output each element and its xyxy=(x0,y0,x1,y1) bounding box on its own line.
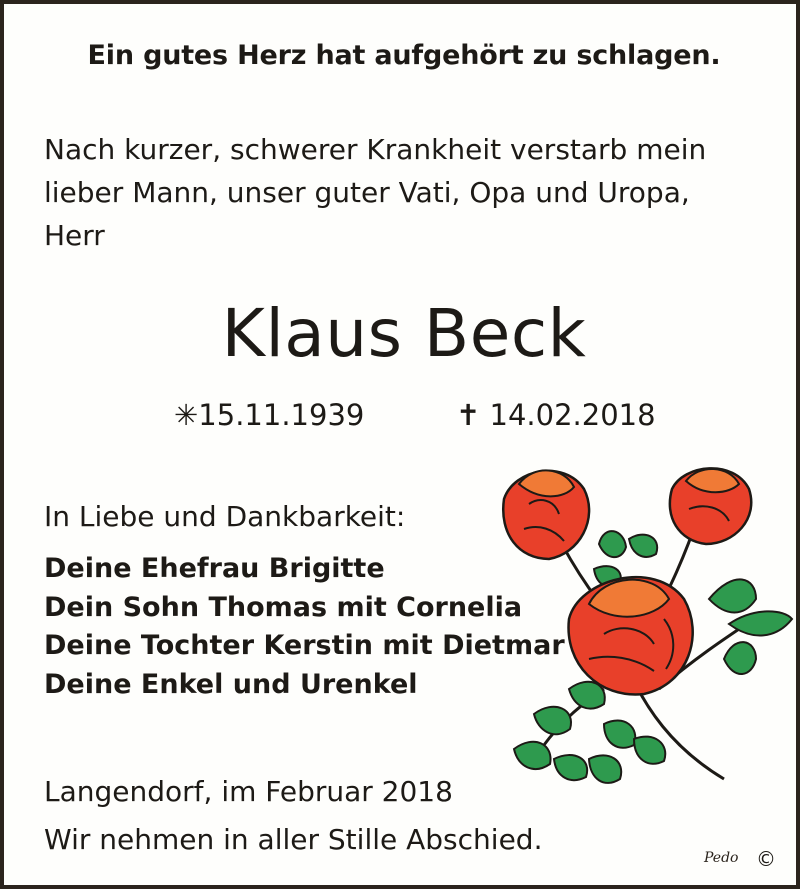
mourner-entry: Deine Enkel und Urenkel xyxy=(44,668,418,700)
copyright-symbol: © xyxy=(756,847,776,871)
mourner-entry: Deine Tochter Kerstin mit Dietmar xyxy=(44,630,565,661)
headline: Ein gutes Herz hat aufgehört zu schlagen. xyxy=(87,40,721,71)
intro-line: Nach kurzer, schwerer Krankheit verstarb mein xyxy=(44,133,707,166)
birth-date: ✳︎15.11.1939 xyxy=(174,398,365,432)
mourner-entry: Deine Ehefrau Brigitte xyxy=(44,553,385,584)
rose-center xyxy=(569,577,693,694)
death-date: ✝ 14.02.2018 xyxy=(456,398,656,432)
mourner-entry: Dein Sohn Thomas mit Cornelia xyxy=(44,591,523,623)
mourners-list xyxy=(44,550,565,704)
place-date: Langendorf, im Februar 2018 xyxy=(44,775,453,808)
intro-line: lieber Mann, unser guter Vati, Opa und Uropa, xyxy=(44,176,690,209)
rose-top-left xyxy=(503,470,589,559)
rose-top-right xyxy=(670,468,751,544)
roses-illustration xyxy=(494,459,794,799)
farewell-line: Wir nehmen in aller Stille Abschied. xyxy=(44,823,543,856)
closing-text xyxy=(44,768,542,864)
intro-line: Herr xyxy=(44,219,105,252)
deceased-name: Klaus Beck xyxy=(221,295,587,372)
intro-text xyxy=(44,128,764,257)
thanks-heading: In Liebe und Dankbarkeit: xyxy=(44,500,406,533)
artist-signature: Pedo xyxy=(704,850,739,866)
